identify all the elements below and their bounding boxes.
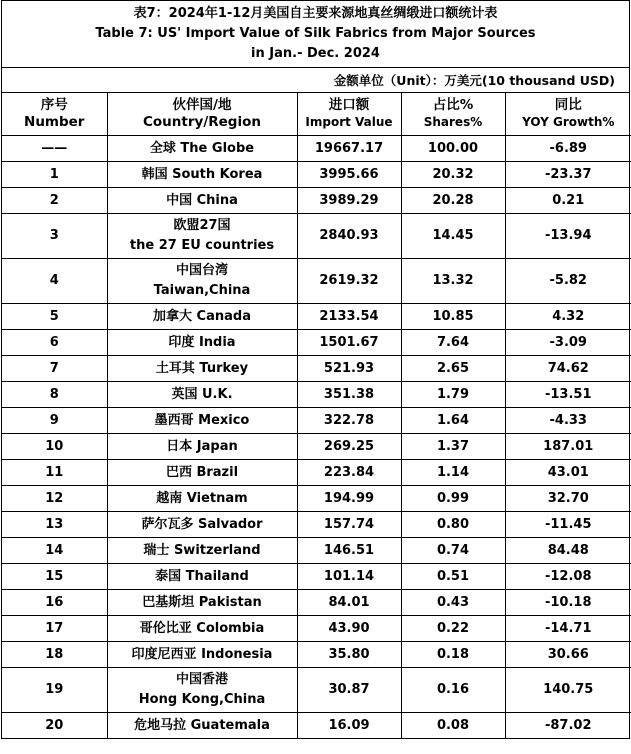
row-yoy: -11.45: [505, 512, 631, 538]
row-region: [107, 382, 297, 408]
row-number: 13: [2, 512, 107, 538]
row-import-value: 30.87: [297, 668, 401, 713]
region-name: 危地马拉 Guatemala: [134, 718, 270, 733]
region-name: 哥伦比亚 Colombia: [139, 621, 265, 636]
row-region: [107, 214, 297, 259]
region-name: 中国台湾: [175, 263, 228, 278]
table-row: [2, 188, 631, 214]
row-share: 0.43: [401, 590, 505, 616]
row-import-value: 35.80: [297, 642, 401, 668]
row-import-value: 3989.29: [297, 188, 401, 214]
row-share: 0.74: [401, 538, 505, 564]
row-yoy: 30.66: [505, 642, 631, 668]
row-import-value: 322.78: [297, 408, 401, 434]
row-number: 2: [2, 188, 107, 214]
table-row: [2, 259, 631, 304]
row-yoy: -13.51: [505, 382, 631, 408]
row-number: 14: [2, 538, 107, 564]
row-number: 3: [2, 214, 107, 259]
row-region: [107, 330, 297, 356]
row-region: [107, 188, 297, 214]
row-share: 14.45: [401, 214, 505, 259]
row-import-value: 2840.93: [297, 214, 401, 259]
region-name: Hong Kong,China: [138, 692, 266, 707]
header-number: 序号 Number: [2, 93, 107, 136]
row-share: 1.79: [401, 382, 505, 408]
region-name: 英国 U.K.: [171, 387, 233, 402]
row-share: 10.85: [401, 304, 505, 330]
row-import-value: 269.25: [297, 434, 401, 460]
row-import-value: 3995.66: [297, 162, 401, 188]
row-share: 1.14: [401, 460, 505, 486]
region-name: 墨西哥 Mexico: [154, 413, 250, 428]
row-share: 0.80: [401, 512, 505, 538]
table-row: [2, 136, 631, 162]
table-body: [2, 136, 631, 739]
row-yoy: -5.82: [505, 259, 631, 304]
row-yoy: 140.75: [505, 668, 631, 713]
header-row: [2, 93, 631, 136]
row-region: [107, 512, 297, 538]
region-name: 韩国 South Korea: [141, 167, 263, 182]
row-region: [107, 304, 297, 330]
table-row: [2, 713, 631, 739]
row-number: 5: [2, 304, 107, 330]
region-name: 印度 India: [168, 335, 236, 350]
row-share: 0.08: [401, 713, 505, 739]
row-yoy: 4.32: [505, 304, 631, 330]
row-yoy: 74.62: [505, 356, 631, 382]
table-row: [2, 512, 631, 538]
row-region: [107, 642, 297, 668]
row-import-value: 2619.32: [297, 259, 401, 304]
table-title: [2, 1, 629, 68]
title-cn: 表7：2024年1-12月美国自主要来源地真丝绸缎进口额统计表: [133, 6, 498, 21]
table-row: [2, 668, 631, 713]
row-region: [107, 408, 297, 434]
region-name: 巴西 Brazil: [165, 465, 239, 480]
header-yoy: 同比 YOY Growth%: [505, 93, 631, 136]
row-region: [107, 486, 297, 512]
row-yoy: 187.01: [505, 434, 631, 460]
row-import-value: 223.84: [297, 460, 401, 486]
region-name: 加拿大 Canada: [153, 309, 251, 324]
row-region: [107, 136, 297, 162]
row-yoy: -3.09: [505, 330, 631, 356]
table-row: [2, 616, 631, 642]
region-name: 中国 China: [166, 193, 238, 208]
import-table: [2, 93, 631, 738]
region-name: 瑞士 Switzerland: [143, 543, 261, 558]
table-row: [2, 214, 631, 259]
row-yoy: -87.02: [505, 713, 631, 739]
row-import-value: 351.38: [297, 382, 401, 408]
row-region: [107, 538, 297, 564]
row-number: 19: [2, 668, 107, 713]
table-row: [2, 356, 631, 382]
header-import-value: 进口额 Import Value: [297, 93, 401, 136]
row-region: [107, 564, 297, 590]
region-name: 中国香港: [175, 672, 228, 687]
row-import-value: 84.01: [297, 590, 401, 616]
row-region: [107, 668, 297, 713]
row-yoy: 32.70: [505, 486, 631, 512]
region-name: 土耳其 Turkey: [155, 361, 249, 376]
table-row: [2, 408, 631, 434]
row-import-value: 157.74: [297, 512, 401, 538]
unit-note: 金额单位（Unit）：万美元(10 thousand USD): [2, 68, 629, 93]
row-share: 20.28: [401, 188, 505, 214]
row-number: 9: [2, 408, 107, 434]
row-number: 15: [2, 564, 107, 590]
table-row: [2, 486, 631, 512]
row-region: [107, 434, 297, 460]
row-share: 1.37: [401, 434, 505, 460]
table-row: [2, 434, 631, 460]
row-number: 10: [2, 434, 107, 460]
header-region: 伙伴国/地 Country/Region: [107, 93, 297, 136]
table-row: [2, 382, 631, 408]
row-import-value: 194.99: [297, 486, 401, 512]
row-region: [107, 162, 297, 188]
row-share: 0.99: [401, 486, 505, 512]
header-shares: 占比% Shares%: [401, 93, 505, 136]
region-name: 印度尼西亚 Indonesia: [131, 647, 273, 662]
row-number: 12: [2, 486, 107, 512]
row-region: [107, 356, 297, 382]
row-yoy: -23.37: [505, 162, 631, 188]
region-name: 巴基斯坦 Pakistan: [142, 595, 262, 610]
row-yoy: 43.01: [505, 460, 631, 486]
row-region: [107, 590, 297, 616]
region-name: 全球 The Globe: [149, 141, 255, 156]
row-number: 7: [2, 356, 107, 382]
row-yoy: -6.89: [505, 136, 631, 162]
row-yoy: -12.08: [505, 564, 631, 590]
row-import-value: 16.09: [297, 713, 401, 739]
row-share: 0.22: [401, 616, 505, 642]
row-number: 1: [2, 162, 107, 188]
row-number: 17: [2, 616, 107, 642]
row-share: 0.18: [401, 642, 505, 668]
row-import-value: 146.51: [297, 538, 401, 564]
row-share: 13.32: [401, 259, 505, 304]
region-name: the 27 EU countries: [129, 238, 275, 253]
row-yoy: -14.71: [505, 616, 631, 642]
row-import-value: 43.90: [297, 616, 401, 642]
row-import-value: 521.93: [297, 356, 401, 382]
row-yoy: -13.94: [505, 214, 631, 259]
row-import-value: 2133.54: [297, 304, 401, 330]
row-number: 16: [2, 590, 107, 616]
row-yoy: 84.48: [505, 538, 631, 564]
title-en: Table 7: US' Import Value of Silk Fabrics from Major Sources: [95, 26, 536, 41]
row-share: 7.64: [401, 330, 505, 356]
row-share: 0.51: [401, 564, 505, 590]
row-import-value: 19667.17: [297, 136, 401, 162]
table-row: [2, 162, 631, 188]
row-yoy: -10.18: [505, 590, 631, 616]
title-period: in Jan.- Dec. 2024: [251, 46, 380, 61]
document-page: [1, 0, 630, 739]
region-name: Taiwan,China: [153, 283, 251, 298]
row-share: 2.65: [401, 356, 505, 382]
table-row: [2, 564, 631, 590]
row-number: ——: [2, 136, 107, 162]
table-row: [2, 642, 631, 668]
row-number: 6: [2, 330, 107, 356]
row-number: 8: [2, 382, 107, 408]
table-row: [2, 538, 631, 564]
row-import-value: 1501.67: [297, 330, 401, 356]
row-import-value: 101.14: [297, 564, 401, 590]
row-yoy: 0.21: [505, 188, 631, 214]
region-name: 欧盟27国: [173, 218, 231, 233]
row-number: 18: [2, 642, 107, 668]
row-yoy: -4.33: [505, 408, 631, 434]
row-share: 0.16: [401, 668, 505, 713]
row-number: 11: [2, 460, 107, 486]
table-row: [2, 590, 631, 616]
row-share: 1.64: [401, 408, 505, 434]
region-name: 萨尔瓦多 Salvador: [141, 517, 263, 532]
table-row: [2, 330, 631, 356]
row-share: 20.32: [401, 162, 505, 188]
region-name: 泰国 Thailand: [155, 569, 249, 584]
row-number: 20: [2, 713, 107, 739]
region-name: 日本 Japan: [166, 439, 238, 454]
table-row: [2, 304, 631, 330]
row-share: 100.00: [401, 136, 505, 162]
row-region: [107, 259, 297, 304]
table-row: [2, 460, 631, 486]
row-region: [107, 713, 297, 739]
row-region: [107, 460, 297, 486]
region-name: 越南 Vietnam: [156, 491, 248, 506]
row-region: [107, 616, 297, 642]
row-number: 4: [2, 259, 107, 304]
